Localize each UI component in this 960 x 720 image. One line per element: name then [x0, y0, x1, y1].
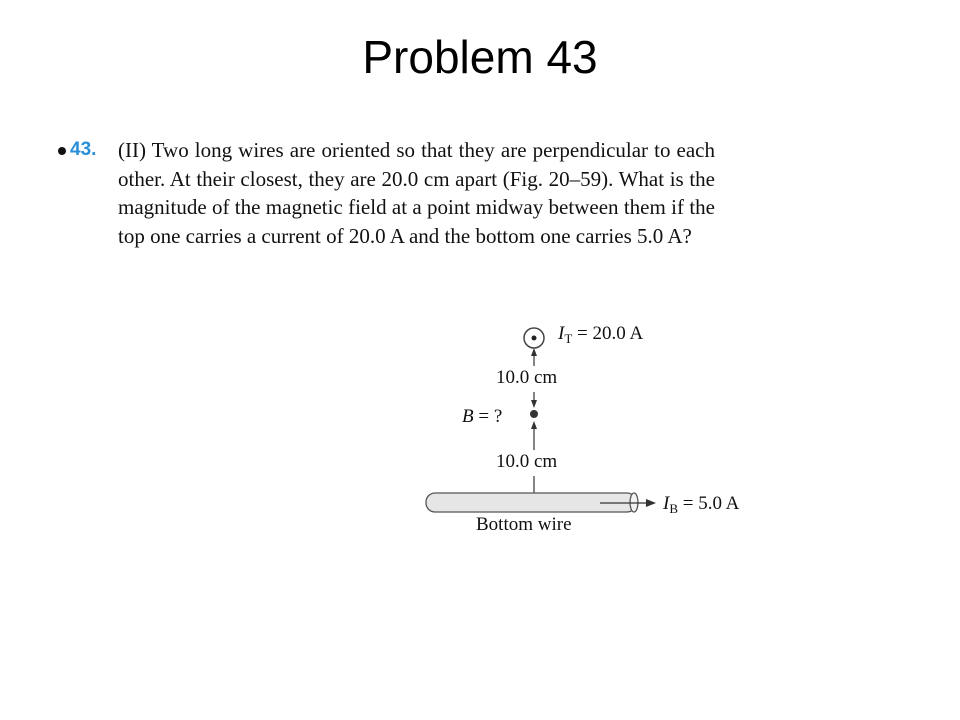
- slide-title: Problem 43: [362, 31, 598, 83]
- lower-distance-label: 10.0 cm: [496, 451, 558, 472]
- upper-arrow-up-icon: [531, 348, 537, 356]
- midpoint-dot-icon: [530, 410, 538, 418]
- upper-distance-label: 10.0 cm: [496, 367, 558, 388]
- field-label: B = ?: [462, 406, 503, 427]
- top-current-label: $I_T = 20.0$ A: [558, 323, 644, 346]
- bottom-current-label: $I_B = 5.0$ A: [663, 493, 740, 516]
- upper-arrow-down-icon: [531, 400, 537, 408]
- bottom-wire-label: Bottom wire: [476, 514, 572, 535]
- problem-text: (II) Two long wires are oriented so that they are perpendicular to each other. At their closest, they are 20.0 cm apart (Fig. 20–59). What is the magnitude of the magnetic field at a point midway between them if the top one carries a current of 20.0 A and the bottom one carries 5.0 A?: [118, 138, 715, 248]
- lower-arrow-up-icon: [531, 421, 537, 429]
- arrow-right-icon: [646, 499, 656, 507]
- current-out-dot-icon: [532, 336, 537, 341]
- problem-number: 43.: [70, 139, 97, 160]
